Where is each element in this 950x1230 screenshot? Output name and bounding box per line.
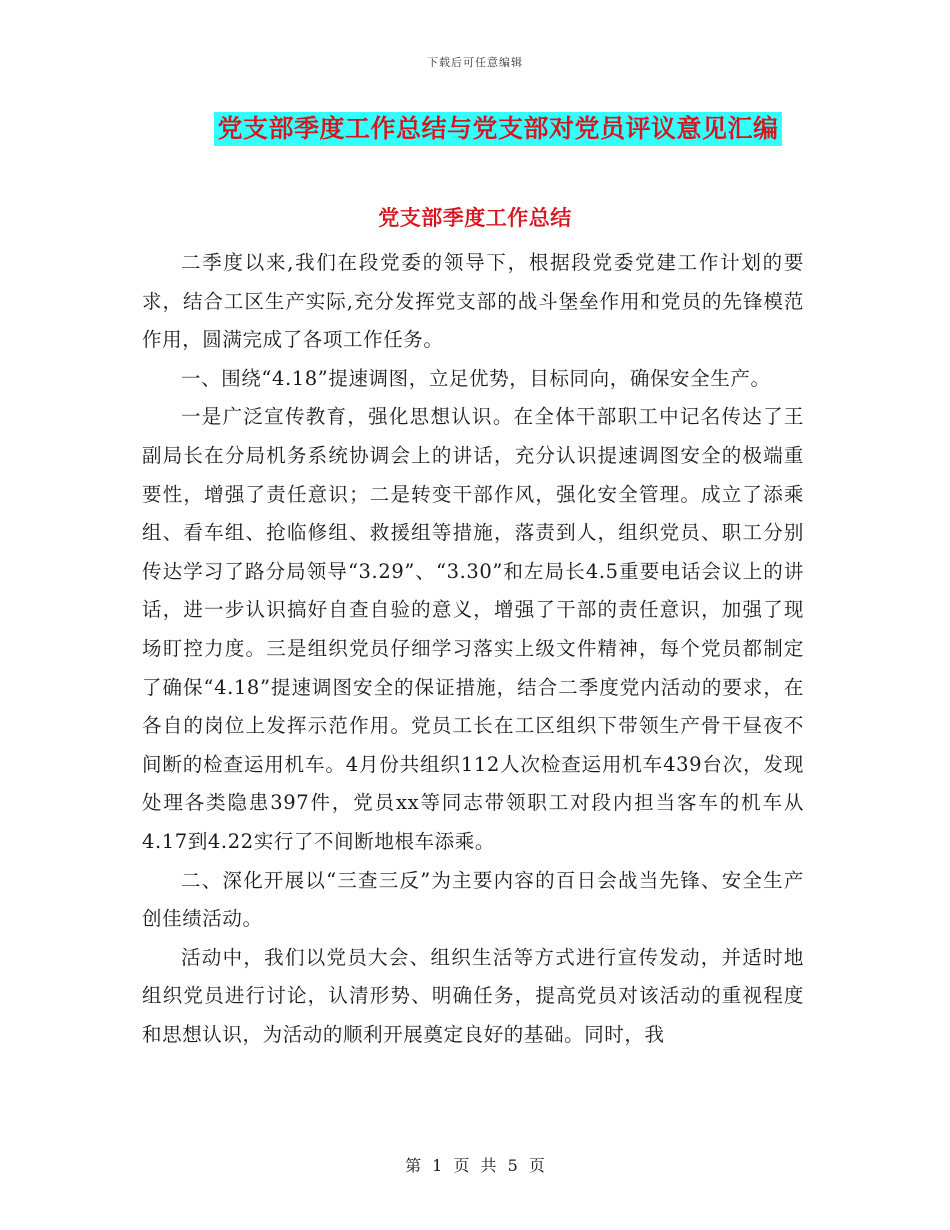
section-title: 党支部季度工作总结	[378, 205, 572, 230]
page-footer: 第 1 页 共 5 页	[405, 1156, 545, 1175]
paragraph: 二季度以来,我们在段党委的领导下，根据段党委党建工作计划的要求，结合工区生产实际,充分发挥党支部的战斗堡垒作用和党员的先锋模范作用，圆满完成了各项工作任务。	[142, 251, 804, 352]
document-body	[142, 244, 804, 1054]
main-title: 党支部季度工作总结与党支部对党员评议意见汇编	[214, 112, 781, 146]
paragraph: 一、围绕“4.18”提速调图，立足优势，目标同向，确保安全生产。	[181, 366, 771, 390]
header-note: 下载后可任意编辑	[427, 56, 523, 69]
main-title-wrap	[0, 112, 950, 146]
paragraph: 二、深化开展以“三查三反”为主要内容的百日会战当先锋、安全生产创佳绩活动。	[142, 868, 804, 931]
paragraph: 活动中，我们以党员大会、组织生活等方式进行宣传发动，并适时地组织党员进行讨论，认清形势、明确任务，提高党员对该活动的重视程度和思想认识，为活动的顺利开展奠定良好的基础。同时，我	[142, 945, 804, 1046]
paragraph: 一是广泛宣传教育，强化思想认识。在全体干部职工中记名传达了王副局长在分局机务系统协调会上的讲话，充分认识提速调图安全的极端重要性，增强了责任意识；二是转变干部作风，强化安全管理。成立了添乘组、看车组、抢临修组、救援组等措施，落责到人，组织党员、职工分别传达学习了路分局领导“3.29”、“3.30”和左局长4.5重要电话会议上的讲话，进一步认识搞好自查自验的意义，增强了干部的责任意识，加强了现场盯控力度。三是组织党员仔细学习落实上级文件精神，每个党员都制定了确保“4.18”提速调图安全的保证措施，结合二季度党内活动的要求，在各自的岗位上发挥示范作用。党员工长在工区组织下带领生产骨干昼夜不间断的检查运用机车。4月份共组织112人次检查运用机车439台次，发现处理各类隐患397件，党员xx等同志带领职工对段内担当客车的机车从4.17到4.22实行了不间断地根车添乘。	[142, 405, 804, 853]
